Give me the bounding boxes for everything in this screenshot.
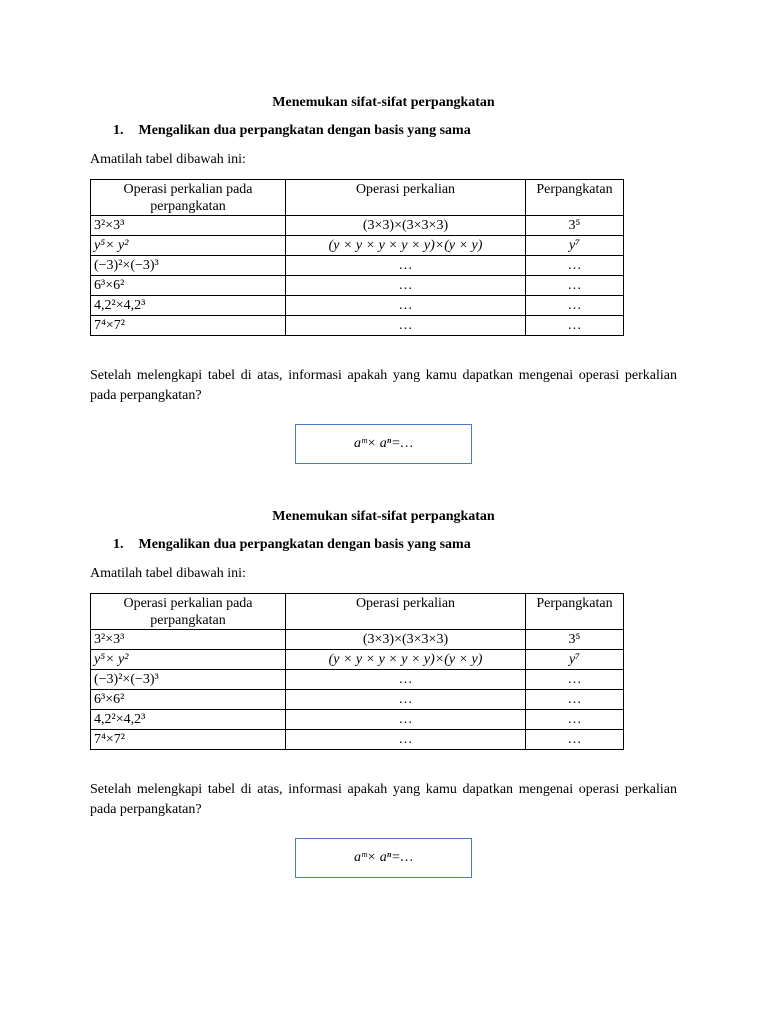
header-cell: Operasi perkalian pada perpangkatan xyxy=(91,594,286,630)
table-row xyxy=(91,296,624,316)
table-cell: … xyxy=(526,690,624,710)
worksheet-section-1 xyxy=(90,94,677,464)
table-cell: … xyxy=(526,296,624,316)
table-row xyxy=(91,216,624,236)
subheading-text: Mengalikan dua perpangkatan dengan basis yang sama xyxy=(138,537,471,552)
subheading-text: Mengalikan dua perpangkatan dengan basis yang sama xyxy=(138,123,471,138)
table-header-row xyxy=(91,594,624,630)
table-row xyxy=(91,316,624,336)
table-cell: 3²×3³ xyxy=(91,630,286,650)
table-cell: … xyxy=(286,730,526,750)
table-cell: … xyxy=(286,276,526,296)
table-row xyxy=(91,730,624,750)
header-cell: Operasi perkalian pada perpangkatan xyxy=(91,180,286,216)
table-row xyxy=(91,690,624,710)
table-cell: … xyxy=(286,710,526,730)
table-cell: 3⁵ xyxy=(526,216,624,236)
table-row xyxy=(91,630,624,650)
table-cell: 6³×6² xyxy=(91,690,286,710)
intro-text: Amatilah tabel dibawah ini: xyxy=(90,152,246,167)
table-row xyxy=(91,256,624,276)
table-cell: … xyxy=(526,276,624,296)
answer-box[interactable]: aᵐ× aⁿ=… xyxy=(295,424,472,464)
question-text: Setelah melengkapi tabel di atas, informasi apakah yang kamu dapatkan mengenai operasi perkalian pada perpangkatan? xyxy=(90,368,677,403)
table-cell: y⁷ xyxy=(526,650,624,670)
table-header-row xyxy=(91,180,624,216)
table-cell: … xyxy=(526,670,624,690)
subheading xyxy=(90,536,677,554)
table-cell: 7⁴×7² xyxy=(91,730,286,750)
table-row xyxy=(91,650,624,670)
table-cell: 4,2²×4,2³ xyxy=(91,710,286,730)
table-cell: … xyxy=(286,670,526,690)
table-cell: (3×3)×(3×3×3) xyxy=(286,630,526,650)
table-cell: … xyxy=(526,256,624,276)
table-cell: … xyxy=(526,730,624,750)
table-cell: … xyxy=(526,710,624,730)
table-cell: … xyxy=(526,316,624,336)
table-cell: 3⁵ xyxy=(526,630,624,650)
table-cell: (y × y × y × y × y)×(y × y) xyxy=(286,650,526,670)
subheading-number: 1. xyxy=(113,123,124,138)
section-title: Menemukan sifat-sifat perpangkatan xyxy=(272,95,495,110)
exponent-table xyxy=(90,179,624,336)
table-cell: … xyxy=(286,316,526,336)
table-cell: 4,2²×4,2³ xyxy=(91,296,286,316)
table-cell: … xyxy=(286,690,526,710)
header-cell: Perpangkatan xyxy=(526,180,624,216)
section-title: Menemukan sifat-sifat perpangkatan xyxy=(272,509,495,524)
table-cell: (−3)²×(−3)³ xyxy=(91,670,286,690)
table-cell: y⁷ xyxy=(526,236,624,256)
subheading-number: 1. xyxy=(113,537,124,552)
exponent-table xyxy=(90,593,624,750)
table-cell: (−3)²×(−3)³ xyxy=(91,256,286,276)
table-row xyxy=(91,236,624,256)
table-row xyxy=(91,670,624,690)
table-cell: y⁵× y² xyxy=(91,650,286,670)
table-cell: 3²×3³ xyxy=(91,216,286,236)
table-row xyxy=(91,710,624,730)
table-cell: 7⁴×7² xyxy=(91,316,286,336)
table-cell: (y × y × y × y × y)×(y × y) xyxy=(286,236,526,256)
header-cell: Operasi perkalian xyxy=(286,180,526,216)
subheading xyxy=(90,122,677,140)
table-row xyxy=(91,276,624,296)
table-cell: (3×3)×(3×3×3) xyxy=(286,216,526,236)
table-cell: … xyxy=(286,256,526,276)
intro-text: Amatilah tabel dibawah ini: xyxy=(90,566,246,581)
table-cell: 6³×6² xyxy=(91,276,286,296)
table-cell: y⁵× y² xyxy=(91,236,286,256)
worksheet-section-2 xyxy=(90,508,677,878)
question-text: Setelah melengkapi tabel di atas, informasi apakah yang kamu dapatkan mengenai operasi perkalian pada perpangkatan? xyxy=(90,782,677,817)
header-cell: Perpangkatan xyxy=(526,594,624,630)
header-cell: Operasi perkalian xyxy=(286,594,526,630)
answer-box[interactable]: aᵐ× aⁿ=… xyxy=(295,838,472,878)
table-cell: … xyxy=(286,296,526,316)
